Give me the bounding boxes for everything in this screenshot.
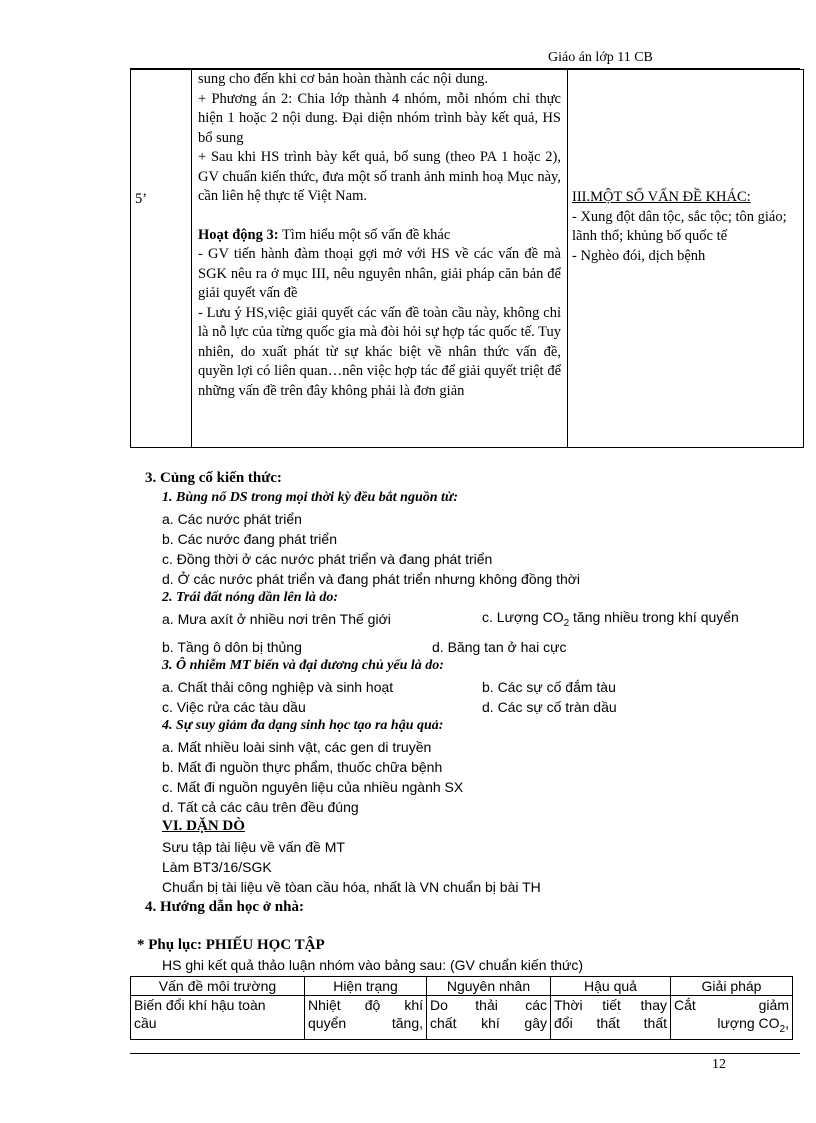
answer-option: d. Các sự cố tràn dầu [482, 699, 617, 715]
answer-option: b. Các sự cố đắm tàu [482, 679, 616, 695]
time-cell [131, 70, 192, 448]
table-cell: Nhiệt độ khí quyển tăng, [305, 996, 427, 1040]
footer-rule [130, 1053, 800, 1054]
answer-option: d. Tất cả các câu trên đều đúng [162, 799, 359, 815]
section4-title: 4. Hướng dẫn học ở nhà: [145, 899, 304, 915]
column-header: Hậu quả [551, 977, 671, 996]
answer-option: a. Chất thải công nghiệp và sinh hoạt [162, 679, 394, 695]
homework-line: Làm BT3/16/SGK [162, 859, 272, 875]
table-cell: Do thải các chất khí gây [427, 996, 551, 1040]
worksheet-table [130, 976, 793, 1040]
question-2-title: 2. Trái đất nóng dần lên là do: [162, 590, 339, 605]
column-header: Nguyên nhân [427, 977, 551, 996]
note-cell [568, 70, 804, 448]
answer-option: c. Việc rửa các tàu dầu [162, 699, 306, 715]
note-title: III.MỘT SỐ VẤN ĐỀ KHÁC: [572, 189, 751, 205]
question-4-title: 4. Sự suy giảm đa dạng sinh học tạo ra hậu quả: [162, 718, 444, 733]
activity-line: sung cho đến khi cơ bản hoàn thành các nội dung. [198, 71, 488, 87]
answer-option: d. Băng tan ở hai cực [432, 639, 567, 655]
column-header: Giải pháp [671, 977, 793, 996]
note-line: - Nghèo đói, dịch bệnh [572, 247, 706, 264]
activity3-subtitle: Tìm hiểu một số vấn đề khác [278, 226, 451, 243]
table-cell: Cắt giảm lượng $CO_2$, [671, 996, 793, 1040]
activity-line: - GV tiến hành đàm thoại gợi mở với HS về các vấn đề mà SGK nêu ra ở mục III, nêu nguyên nhân, giải pháp căn bản để giải quyết vấn đề [198, 246, 561, 301]
answer-option: c. Mất đi nguồn nguyên liệu của nhiều ngành SX [162, 779, 464, 795]
answer-option: d. Ở các nước phát triển và đang phát triển nhưng không đồng thời [162, 571, 581, 587]
note-line: - Xung đột dân tộc, sắc tộc; tôn giáo; lãnh thổ; khủng bố quốc tế [572, 208, 787, 244]
question-1-title: 1. Bùng nổ DS trong mọi thời kỳ đều bắt nguồn từ: [162, 490, 458, 505]
answer-option: b. Mất đi nguồn thực phẩm, thuốc chữa bệnh [162, 759, 443, 775]
homework-line: Chuẩn bị tài liệu về tòan cầu hóa, nhất là VN chuẩn bị bài TH [162, 879, 541, 895]
appendix-instruction: HS ghi kết quả thảo luận nhóm vào bảng sau: (GV chuẩn kiến thức) [162, 957, 584, 973]
answer-option: c. Đồng thời ở các nước phát triển và đang phát triển [162, 551, 493, 567]
table-cell: Thời tiết thay đổi thất thất [551, 996, 671, 1040]
page-number: 12 [712, 1057, 726, 1072]
activity3-title: Hoạt động 3: [198, 226, 279, 243]
homework-line: Sưu tập tài liệu về vấn đề MT [162, 839, 345, 855]
question-3-title: 3. Ô nhiễm MT biển và đại dương chủ yếu là do: [162, 658, 444, 673]
answer-option: a. Mất nhiều loài sinh vật, các gen di truyền [162, 739, 432, 755]
answer-option: a. Mưa axít ở nhiều nơi trên Thế giới [162, 611, 391, 627]
appendix-title: * Phụ lục: PHIẾU HỌC TẬP [137, 937, 325, 953]
answer-option: b. Các nước đang phát triển [162, 531, 337, 547]
section3-title: 3. Củng cố kiến thức: [145, 470, 282, 486]
activity-line: + Sau khi HS trình bày kết quả, bổ sung (theo PA 1 hoặc 2), GV chuẩn kiến thức, đưa một số tranh ảnh minh hoạ Mục này, cần liên hệ thực tế Việt Nam. [198, 149, 561, 204]
section6-title: VI. DẶN DÒ [162, 818, 245, 834]
time-value: 5’ [135, 191, 148, 207]
column-header: Hiện trạng [305, 977, 427, 996]
answer-option: a. Các nước phát triển [162, 511, 302, 527]
table-cell: Biến đổi khí hậu toàn cầu [131, 996, 305, 1040]
page-header: Giáo án lớp 11 CB [548, 50, 653, 65]
lesson-table [130, 69, 804, 448]
activity-line: - Lưu ý HS,việc giải quyết các vấn đề toàn cầu này, không chỉ là nỗ lực của từng quốc gia mà đòi hỏi sự hợp tác quốc tế. Tuy nhiên, do xuất phát từ sự khác biệt về nhân thức vấn đề, quyền lợi có liên quan…nên việc hợp tác để giải quyết triệt để những vấn đề trên đây không phải là đơn giản [198, 304, 561, 399]
activity-cell [192, 70, 568, 448]
answer-option: c. Lượng $CO_2$ tăng nhiều trong khí quyển [482, 609, 739, 629]
column-header: Vấn đề môi trường [131, 977, 305, 996]
activity-line: + Phương án 2: Chia lớp thành 4 nhóm, mỗi nhóm chỉ thực hiện 1 hoặc 2 nội dung. Đại diện nhóm trình bày kết quả, HS bổ sung [198, 90, 561, 146]
answer-option: b. Tầng ô dôn bị thủng [162, 639, 302, 655]
